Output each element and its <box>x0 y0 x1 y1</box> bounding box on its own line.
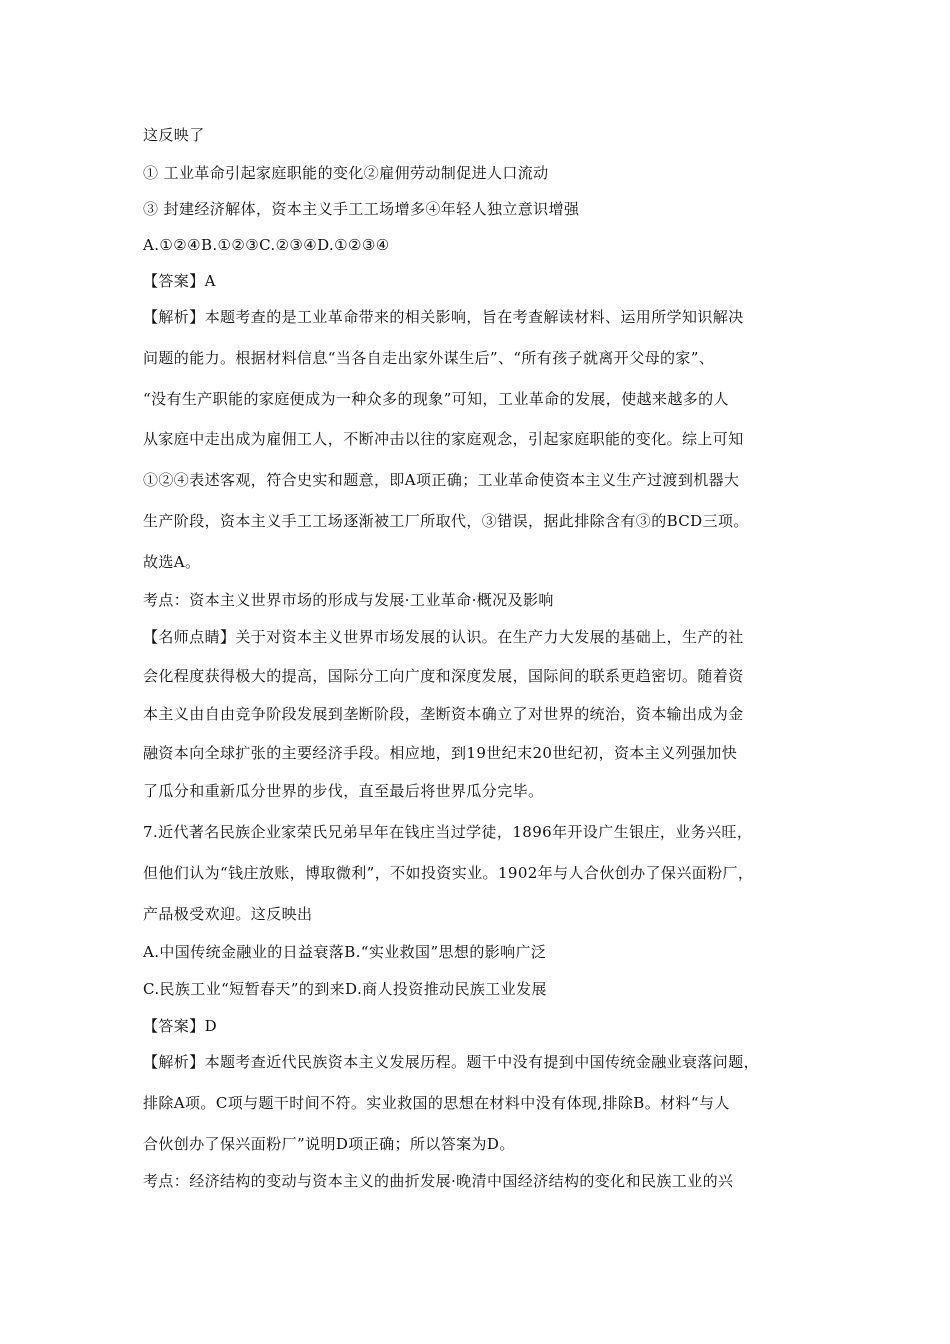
teacher-note-line: 【名师点睛】关于对资本主义世界市场发展的认识。在生产力大发展的基础上，生产的社 <box>143 628 744 646</box>
answer-line: 【答案】D <box>143 1017 218 1035</box>
analysis-paragraph-line: 故选A。 <box>143 553 201 571</box>
teacher-note-line: 会化程度获得极大的提高，国际分工向广度和深度发展，国际间的联系更趋密切。随着资 <box>143 667 744 685</box>
topic-line: 考点：资本主义世界市场的形成与发展·工业革命·概况及影响 <box>143 591 554 609</box>
teacher-note-line: 融资本向全球扩张的主要经济手段。相应地，到19世纪末20世纪初，资本主义列强加快 <box>143 744 738 762</box>
topic-line: 考点：经济结构的变动与资本主义的曲折发展·晚清中国经济结构的变化和民族工业的兴 <box>143 1172 734 1190</box>
analysis-paragraph-line: 【解析】本题考查近代民族资本主义发展历程。题干中没有提到中国传统金融业衰落问题， <box>143 1053 760 1071</box>
analysis-paragraph-line: 【解析】本题考查的是工业革命带来的相关影响，旨在考查解读材料、运用所学知识解决 <box>143 308 744 326</box>
teacher-note-line: 了瓜分和重新瓜分世界的步伐，直至最后将世界瓜分完毕。 <box>143 782 544 800</box>
analysis-paragraph-line: “没有生产职能的家庭便成为一种众多的现象”可知，工业革命的发展，使越来越多的人 <box>143 390 729 408</box>
teacher-note-line: 本主义由自由竞争阶段发展到垄断阶段，垄断资本确立了对世界的统治，资本输出成为金 <box>143 705 744 723</box>
option-statement-line: ① 工业革命引起家庭职能的变化②雇佣劳动制促进人口流动 <box>143 164 549 182</box>
analysis-paragraph-line: 从家庭中走出成为雇佣工人，不断冲击以往的家庭观念，引起家庭职能的变化。综上可知 <box>143 430 744 448</box>
question-7-stem-line: 产品极受欢迎。这反映出 <box>143 905 313 923</box>
analysis-paragraph-line: 生产阶段，资本主义手工工场逐渐被工厂所取代，③错误，据此排除含有③的BCD三项。 <box>143 512 749 530</box>
analysis-paragraph-line: 排除A项。C项与题干时间不符。实业救国的思想在材料中没有体现,排除B。材料“与人 <box>143 1094 730 1112</box>
question-7-options-line: A.中国传统金融业的日益衰落B.“实业救国”思想的影响广泛 <box>143 943 547 961</box>
analysis-paragraph-line: 问题的能力。根据材料信息“当各自走出家外谋生后”、“所有孩子就离开父母的家”、 <box>143 349 715 367</box>
answer-choices: A.①②④B.①②③C.②③④D.①②③④ <box>143 236 390 254</box>
answer-line: 【答案】A <box>143 272 216 290</box>
question-7-stem-line: 但他们认为“钱庄放账，博取微利”，不如投资实业。1902年与人合伙创办了保兴面粉厂， <box>143 864 754 882</box>
question-7-stem-line: 7.近代著名民族企业家荣氏兄弟早年在钱庄当过学徒，1896年开设广生银庄，业务兴旺， <box>143 823 753 841</box>
option-statement-line: ③ 封建经济解体，资本主义手工工场增多④年轻人独立意识增强 <box>143 200 580 218</box>
analysis-paragraph-line: ①②④表述客观，符合史实和题意，即A项正确；工业革命使资本主义生产过渡到机器大 <box>143 471 740 489</box>
analysis-paragraph-line: 合伙创办了保兴面粉厂”说明D项正确；所以答案为D。 <box>143 1135 515 1153</box>
question-7-options-line: C.民族工业“短暂春天”的到来D.商人投资推动民族工业发展 <box>143 980 547 998</box>
question-stem-end: 这反映了 <box>143 126 205 144</box>
